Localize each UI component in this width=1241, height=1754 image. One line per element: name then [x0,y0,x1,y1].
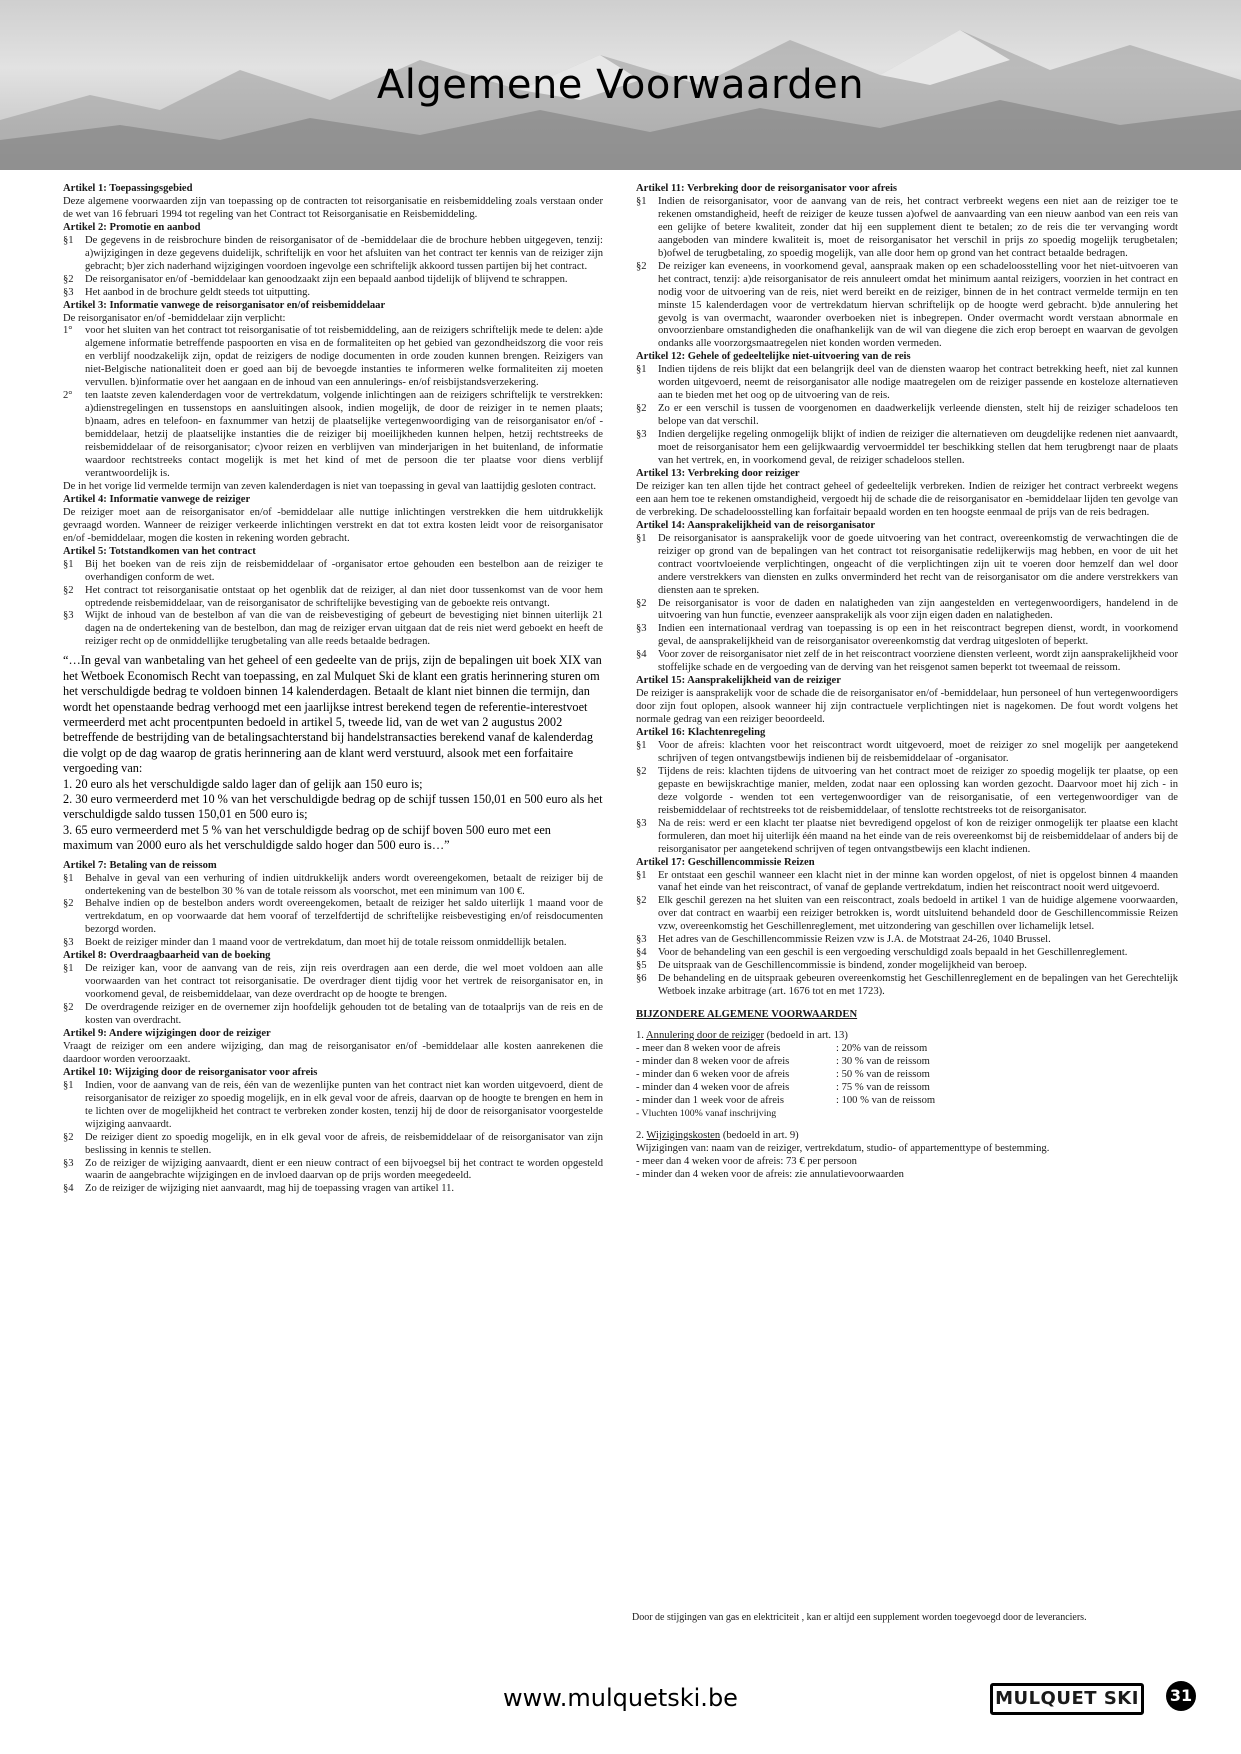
quote-text: “…In geval van wanbetaling van het geheel of een gedeelte van de prijs, zijn de bepalingen uit boek XIX van het Wetboek Economisch Recht van toepassing, en zal Mulquet Ski de klant een gratis herinnering sturen om het verschuldigde bedrag te voldoen binnen 14 kalenderdagen. Betaalt de klant niet binnen die termijn, dan wordt het openstaande bedrag verhoogd met een jaarlijkse intrest berekend tegen de referentie-interestvoet vermeerderd met acht procentpunten bedoeld in artikel 5, tweede lid, van de wet van 2 augustus 2002 betreffende de bestrijding van de betalingsachterstand bij handelstransacties berekend vanaf de kalenderdag die volgt op de dag waarop de gratis herinnering aan de klant werd verstuurd, alsook met een forfaitaire vergoeding van: [63,653,602,776]
clause-text: De reisorganisator en/of -bemiddelaar kan genoodzaakt zijn een bepaald aanbod tijdelijk of blijvend te schrappen. [85,273,568,285]
clause-text: Zo de reiziger de wijziging niet aanvaardt, mag hij de toepassing vragen van artikel 11. [85,1183,455,1195]
clause: §2 De reiziger dient zo spoedig mogelijk, en in elk geval voor de afreis, de reisbemiddelaar of de reisorganisator van zijn beslissing in kennis te stellen. [63,1131,603,1156]
quote-item: 1. 20 euro als het verschuldigde saldo lager dan of gelijk aan 150 euro is; [63,776,423,791]
clause: §2 Het contract tot reisorganisatie ontstaat op het ogenblik dat de reiziger, al dan niet door tussenkomst van de voor hem optredende reisbemiddelaar, van de reisorganisator de schriftelijke bevestiging van de geboekte reis ontvangt. [63,584,603,609]
clause: §2 De reisorganisator is voor de daden en nalatigheden van zijn aangestelden en vertegenwoordigers, handelend in de uitvoering van hun functie, evenzeer aansprakelijk als voor zijn eigen daden en nalatigheden. [636,597,1178,622]
cancellation-row [636,1069,1178,1082]
article-8 [63,950,603,1028]
clause: §4 Voor zover de reisorganisator niet zelf de in het reiscontract voorziene diensten verleent, wordt zijn aansprakelijkheid voor stoffelijke schade en de vergoeding van de derving van het reisgenot samen beperkt tot tweemaal de reissom. [636,649,1178,674]
clause-text: Zo de reiziger de wijziging aanvaardt, dient er een nieuw contract of een bijvoegsel bij het contract te worden opgesteld waarin de aangebrachte wijzigingen en de invloed daarvan op de prijs worden meegedeeld. [85,1157,603,1182]
article-title: Artikel 14: Aansprakelijkheid van de reisorganisator [636,519,876,531]
right-column [636,183,1178,1182]
quote-item: 2. 30 euro vermeerderd met 10 % van het verschuldigde bedrag op de schijf tussen 150,01 en 500 euro als het verschuldigde saldo tussen 150,01 en 500 euro is; [63,791,603,822]
clause: §1 De reisorganisator is aansprakelijk voor de goede uitvoering van het contract, overeenkomstig de verwachtingen die de reiziger op grond van de bepalingen van het contract tot reisorganisatie redelijkerwijs mag hebben, en voor de uit het contract voortvloeiende verplichtingen, ongeacht of die verplichtingen zijn uit te voeren door hemzelf dan wel door andere verstrekkers van diensten en zulks onverminderd het recht van de reisorganisator om die andere verstrekkers van diensten aan te spreken. [636,532,1178,596]
clause-text: Behalve in geval van een verhuring of indien uitdrukkelijk anders wordt overeengekomen, betaalt de reiziger bij de ondertekening van de bestelbon 30 % van de totale reissom als voorschot, met een minimum van 100 €. [85,872,603,897]
article-17 [636,857,1178,999]
cancellation-fee: : 50 % van de reissom [836,1068,930,1080]
clause: §2 Zo er een verschil is tussen de voorgenomen en daadwerkelijk verleende diensten, stelt hij de reiziger schadeloos ten belope van dat verschil. [636,403,1178,428]
clause: §4 Zo de reiziger de wijziging niet aanvaardt, mag hij de toepassing vragen van artikel 11. [63,1183,603,1196]
cancellation-period: - minder dan 8 weken voor de afreis [636,1055,790,1067]
section-title [636,1030,1178,1043]
clause: §2 Tijdens de reis: klachten tijdens de uitvoering van het contract moet de reiziger zo spoedig mogelijk ter plaatse, op een gepaste en bewijskrachtige manier, melden, zodat naar een oplossing kan worden gezocht. Daarvoor moet hij zich - in deze volgorde - wenden tot een vertegenwoordiger van de reisorganisatie, of een vertegenwoordiger van de reisbemiddelaar of rechtstreeks tot de reisbemiddelaar, of tenslotte rechtstreeks tot de reisorganisator. [636,765,1178,816]
article-title: Artikel 8: Overdraagbaarheid van de boeking [63,950,271,962]
clause: §2 Elk geschil gerezen na het sluiten van een reiscontract, zoals bedoeld in artikel 1 van de huidige algemene voorwaarden, over dat contract en waarbij een reiziger betrokken is, wordt uitsluitend behandeld door de Geschillencommissie Reizen vzw, overeenkomstig het Geschillenreglement, met uitzondering van geschillen over lichamelijk letsel. [636,895,1178,933]
clause-text: Voor zover de reisorganisator niet zelf de in het reiscontract voorziene diensten verleent, wordt zijn aansprakelijkheid voor stoffelijke schade en de vergoeding van de derving van het reisgenot samen beperkt tot tweemaal de reissom. [658,649,1178,674]
article-text: De reisorganisator en/of -bemiddelaar zijn verplicht: [63,312,286,324]
cancellation-section [636,1030,1178,1120]
clause-text: Boekt de reiziger minder dan 1 maand voor de vertrekdatum, dan moet hij de totale reissom onmiddellijk betalen. [85,937,567,949]
clause-text: De reisorganisator is aansprakelijk voor de goede uitvoering van het contract, overeenkomstig de verwachtingen die de reiziger op grond van de bepalingen van het contract tot reisorganisatie redelijkerwijs mag hebben, en voor de uit het contract voortvloeiende verplichtingen, ongeacht of die verplichtingen zijn uit te voeren door hemzelf dan wel door andere verstrekkers van diensten en zulks onverminderd het recht van de reisorganisator om die andere verstrekkers van diensten aan te spreken. [658,532,1178,596]
clause: §2 De reiziger kan eveneens, in voorkomend geval, aanspraak maken op een schadeloosstelling voor het niet-uitvoeren van het contract, tenzij: a)de reisorganisator de reis annuleert omdat het minimum aantal reizigers, voorzien in het contract en nodig voor de uitvoering van de reis, niet werd bereikt en de reiziger, binnen de in het contract vermelde termijn en ten minste 15 kalenderdagen voor de vertrekdatum hiervan schriftelijk op de hoogte werd gebracht. b)de annulering het gevolg is van overmacht, waaronder overboeken niet is inbegrepen. Onder overmacht wordt verstaan abnormale en onvoorzienbare omstandigheden die onafhankelijk van de wil van diegene die zich erop beroept en waarvan de gevolgen ondanks alle voorzorgsmaatregelen niet konden worden vermeden. [636,260,1178,350]
clause-text: Bij het boeken van de reis zijn de reisbemiddelaar of -organisator ertoe gehouden een bestelbon aan de reiziger te overhandigen conform de wet. [85,558,603,583]
clause: §1 Indien de reisorganisator, voor de aanvang van de reis, het contract verbreekt wegens een niet aan de reiziger toe te rekenen omstandigheid, heeft de reiziger de keuze tussen a)ofwel de aanvaarding van een nieuw aanbod van een reis van een gelijke of betere kwaliteit, zonder dat hij een supplement dient te betalen; zo de reis die ter vervanging wordt aangeboden van mindere kwaliteit is, moet de reisorganisator het verschil in prijs zo spoedig mogelijk terugbetalen; b)ofwel de terugbetaling, zo spoedig mogelijk, van alle door hem op grond van het contract betaalde bedragen. [636,195,1178,259]
payment-default-quote [63,653,603,853]
clause-text: Het adres van de Geschillencommissie Reizen vzw is J.A. de Motstraat 24-26, 1040 Brussel. [658,934,1051,946]
section-title [636,1130,1178,1143]
article-16 [636,727,1178,857]
clause: 2° ten laatste zeven kalenderdagen voor de vertrekdatum, volgende inlichtingen aan de reizigers schriftelijk te verstrekken: a)dienstregelingen en tussenstops en aansluitingen alsook, indien mogelijk, de door de reiziger in te nemen plaats; b)naam, adres en telefoon- en faxnummer van hetzij de plaatselijke vertegenwoordiging van de reisorganisator en/of -bemiddelaar, hetzij de plaatselijke instanties die de reiziger bij moeilijkheden kunnen helpen, hetzij rechtstreeks de reisbemiddelaar of de reisorganisator; c)voor reizen en verblijven van minderjarigen in het buitenland, de informatie waardoor rechtstreeks contact mogelijk is met het kind of met de persoon die ter plaatse voor diens verblijf verantwoordelijk is. [63,390,603,479]
flights-note: - Vluchten 100% vanaf inschrijving [636,1107,777,1119]
article-text: De reiziger is aansprakelijk voor de schade die de reisorganisator en/of -bemiddelaar, hun personeel of hun vertegenwoordigers door zijn fout oplopen, alsook wanneer hij zijn contractuele verplichtingen niet is nagekomen. De fout wordt volgens het normale gedrag van een reiziger beoordeeld. [636,688,1178,726]
clause: §1 De gegevens in de reisbrochure binden de reisorganisator of de -bemiddelaar die de brochure hebben uitgegeven, tenzij: a)wijzigingen in deze gegevens duidelijk, schriftelijk en voor het afsluiten van het contract ter kennis van de reiziger zijn gebracht; b)er zich naderhand wijzigingen voordoen ingevolge een schriftelijk akkoord tussen partijen bij het contract. [63,234,603,272]
article-3 [63,300,603,494]
article-title: Artikel 1: Toepassingsgebied [63,183,193,194]
article-title: Artikel 4: Informatie vanwege de reiziger [63,493,251,505]
clause: §1 Voor de afreis: klachten voor het reiscontract wordt uitgevoerd, moet de reiziger zo snel mogelijk per aangetekend schrijven of tegen ontvangstbewijs indienen bij de reisbemiddelaar of -organisator. [636,739,1178,764]
cancellation-period: - meer dan 8 weken voor de afreis [636,1042,781,1054]
cancellation-period: - minder dan 1 week voor de afreis [636,1094,784,1106]
clause: §6 De behandeling en de uitspraak gebeuren overeenkomstig het Geschillenreglement en de bepalingen van het Gerechtelijk Wetboek inzake arbitrage (art. 1676 tot en met 1723). [636,973,1178,998]
article-text: De in het vorige lid vermelde termijn van zeven kalenderdagen is niet van toepassing in geval van laattijdig gesloten contract. [63,480,597,492]
clause: §3 Boekt de reiziger minder dan 1 maand voor de vertrekdatum, dan moet hij de totale reissom onmiddellijk betalen. [63,937,603,950]
cancellation-fee: : 100 % van de reissom [836,1094,936,1106]
section-heading: Annulering door de reiziger [646,1030,764,1041]
header-banner [0,0,1241,170]
energy-supplement-note: Door de stijgingen van gas en elektriciteit , kan er altijd een supplement worden toegevoegd door de leveranciers. [632,1612,1087,1623]
clause-text: De reiziger dient zo spoedig mogelijk, en in elk geval voor de afreis, de reisbemiddelaar of de reisorganisator van zijn beslissing in kennis te stellen. [85,1131,603,1156]
clause: 1° voor het sluiten van het contract tot reisorganisatie of tot reisbemiddeling, aan de reizigers schriftelijk mede te delen: a)de algemene informatie betreffende paspoorten en visa en de formaliteiten op het gebied van gezondheidszorg die voor reis en verblijf noodzakelijk zijn, opdat de reizigers de nodige documenten in orde zouden kunnen brengen. Reizigers van niet-Belgische nationaliteit doen er goed aan bij de bevoegde instanties te informeren welke formaliteiten zij moeten vervullen. b)informatie over het aangaan en de inhoud van een annulerings- en/of reisbijstandsverzekering. [63,325,603,389]
clause-text: Het contract tot reisorganisatie ontstaat op het ogenblik dat de reiziger, al dan niet door tussenkomst van de voor hem optredende reisbemiddelaar, van de reisorganisator de schriftelijke bevestiging van de geboekte reis ontvangt. [85,584,603,609]
page-number: 31 [1166,1681,1196,1711]
clause-text: De overdragende reiziger en de overnemer zijn hoofdelijk gehouden tot de betaling van de totaalprijs van de reis en de kosten van overdracht. [85,1002,603,1027]
change-costs-section [636,1130,1178,1182]
website-link[interactable]: www.mulquetski.be [503,1684,738,1712]
clause-text: Voor de behandeling van een geschil is een vergoeding verschuldigd zoals bepaald in het Geschillenreglement. [658,947,1128,959]
change-cost-row: - meer dan 4 weken voor de afreis: 73 € per persoon [636,1155,857,1167]
cancellation-row [636,1043,1178,1056]
clause-text: De reiziger kan, voor de aanvang van de reis, zijn reis overdragen aan een derde, die wel moet voldoen aan alle voorwaarden van het contract tot reisorganisatie. De overdrager dient tijdig voor het vertrek de reisorganisator en, in voorkomend geval, de reisbemiddelaar, van deze overdracht op de hoogte te brengen. [85,963,603,1001]
article-text: De reiziger moet aan de reisorganisator en/of -bemiddelaar alle nuttige inlichtingen verstrekken die hem uitdrukkelijk gevraagd worden. Wanneer de reiziger verkeerde inlichtingen verstrekt en dat tot extra kosten leidt voor de reisorganisator en/of -bemiddelaar, mogen die kosten in rekening worden gebracht. [63,506,603,544]
article-title: Artikel 11: Verbreking door de reisorganisator voor afreis [636,183,898,194]
clause: §2 De reisorganisator en/of -bemiddelaar kan genoodzaakt zijn een bepaald aanbod tijdelijk of blijvend te schrappen. [63,274,603,287]
section-number: 1. [636,1030,644,1041]
article-title: Artikel 12: Gehele of gedeeltelijke niet-uitvoering van de reis [636,351,911,363]
cancellation-row [636,1056,1178,1069]
article-text: Deze algemene voorwaarden zijn van toepassing op de contracten tot reisorganisatie en reisbemiddeling zoals verstaan onder de wet van 16 februari 1994 tot regeling van het Contract tot Reisorganisatie en Reisbemiddeling. [63,195,603,220]
cancellation-row [636,1082,1178,1095]
cancellation-fee: : 20% van de reissom [836,1042,928,1054]
clause: §3 Het aanbod in de brochure geldt steeds tot uitputting. [63,287,603,300]
clause-text: Behalve indien op de bestelbon anders wordt overeengekomen, betaalt de reiziger het saldo uiterlijk 1 maand voor de vertrekdatum, en op voorwaarde dat hem vooraf of terzelfdertijd de schriftelijke reisbevestiging en/of reisdocumenten bezorgd worden. [85,898,603,936]
article-1 [63,183,603,222]
article-title: Artikel 5: Totstandkomen van het contract [63,545,256,557]
clause: §1 Er ontstaat een geschil wanneer een klacht niet in der minne kan worden opgelost, of niet is opgelost binnen 4 maanden vanaf het einde van het reiscontract, of vanaf de geplande vertrekdatum, indien het reiscontract nooit werd uitgevoerd. [636,869,1178,894]
clause-text: De gegevens in de reisbrochure binden de reisorganisator of de -bemiddelaar die de brochure hebben uitgegeven, tenzij: a)wijzigingen in deze gegevens duidelijk, schriftelijk en voor het afsluiten van het contract ter kennis van de reiziger zijn gebracht; b)er zich naderhand wijzigingen voordoen ingevolge een schriftelijk akkoord tussen partijen bij het contract. [85,234,603,272]
clause-text: De reisorganisator is voor de daden en nalatigheden van zijn aangestelden en vertegenwoordigers, handelend in de uitvoering van hun functie, evenzeer aansprakelijk als voor zijn eigen daden en nalatigheden. [658,597,1178,622]
clause: §1 Indien tijdens de reis blijkt dat een belangrijk deel van de diensten waarop het contract betrekking heeft, niet zal kunnen worden uitgevoerd, neemt de reisorganisator alle nodige maatregelen om de reiziger passende en kosteloze alternatieven aan te bieden met het oog op de uitvoering van de reis. [636,364,1178,402]
section-heading: Wijzigingskosten [646,1129,721,1141]
article-11 [636,183,1178,351]
clause: §5 De uitspraak van de Geschillencommissie is bindend, zonder mogelijkheid van beroep. [636,960,1178,973]
clause-text: Na de reis: werd er een klacht ter plaatse niet bevredigend opgelost of kon de reiziger onmogelijk ter plaatse een klacht formuleren, dan moet hij uiterlijk één maand na het einde van de reis overeenkomst bij de reisbemiddelaar of anders bij de reisorganisator per aangetekend schrijven of tegen ontvangstbewijs een klacht indienen. [658,817,1178,855]
page-title: Algemene Voorwaarden [376,62,865,108]
article-title: Artikel 10: Wijziging door de reisorganisator voor afreis [63,1066,318,1078]
clause-text: Indien een internationaal verdrag van toepassing is op een in het reiscontract begrepen dienst, wordt, in voorkomend geval, de aansprakelijkheid van de reisorganisator overeenkomstig dat verdrag uitgesloten of beperkt. [658,623,1178,648]
article-title: Artikel 17: Geschillencommissie Reizen [636,856,815,868]
section-number: 2. [636,1129,644,1141]
article-4 [63,494,603,546]
article-15 [636,675,1178,727]
article-text: Vraagt de reiziger om een andere wijziging, dan mag de reisorganisator en/of -bemiddelaar alle kosten aanrekenen die daardoor worden veroorzaakt. [63,1040,603,1065]
clause: §3 Wijkt de inhoud van de bestelbon af van die van de reisbevestiging of gebeurt de bevestiging niet binnen uiterlijk 21 dagen na de ondertekening van de bestelbon, dan mag de reiziger ervan uitgaan dat de reis niet werd geboekt en heeft de reiziger recht op de onmiddellijke terugbetaling van alle reeds betaalde bedragen. [63,610,603,648]
clause: §4 Voor de behandeling van een geschil is een vergoeding verschuldigd zoals bepaald in het Geschillenreglement. [636,947,1178,960]
article-title: Artikel 2: Promotie en aanbod [63,221,201,233]
clause-text: Indien dergelijke regeling onmogelijk blijkt of indien de reiziger die alternatieven om deugdelijke redenen niet aanvaardt, moet de reisorganisator hem een gelijkwaardig vervoermiddel ter beschikking stellen dat hem terugbrengt naar de plaats van het vertrek, en, in voorkomend geval, de reiziger schadeloos stellen. [658,429,1178,467]
article-9 [63,1028,603,1067]
article-title: Artikel 3: Informatie vanwege de reisorganisator en/of reisbemiddelaar [63,299,386,311]
article-title: Artikel 9: Andere wijzigingen door de reiziger [63,1027,271,1039]
cancellation-period: - minder dan 4 weken voor de afreis [636,1081,790,1093]
mulquet-ski-logo: MULQUET SKI [990,1683,1144,1715]
clause: §1 De reiziger kan, voor de aanvang van de reis, zijn reis overdragen aan een derde, die wel moet voldoen aan alle voorwaarden van het contract tot reisorganisatie. De overdrager dient tijdig voor het vertrek de reisorganisator en, in voorkomend geval, de reisbemiddelaar, van deze overdracht op de hoogte te brengen. [63,963,603,1001]
clause-text: voor het sluiten van het contract tot reisorganisatie of tot reisbemiddeling, aan de reizigers schriftelijk mede te delen: a)de algemene informatie betreffende paspoorten en visa en de formaliteiten op het gebied van gezondheidszorg die voor reis en verblijf noodzakelijk zijn, opdat de reizigers de nodige documenten in orde zouden kunnen brengen. Reizigers van niet-Belgische nationaliteit doen er goed aan bij de bevoegde instanties te informeren welke formaliteiten zij moeten vervullen. b)informatie over het aangaan en de inhoud van een annulerings- en/of reisbijstandsverzekering. [85,325,603,389]
article-title: Artikel 16: Klachtenregeling [636,727,766,739]
clause-text: Er ontstaat een geschil wanneer een klacht niet in der minne kan worden opgelost, of niet is opgelost binnen 4 maanden vanaf het einde van het reiscontract, of vanaf de geplande vertrekdatum, indien het reiscontract nooit werd uitgevoerd. [658,869,1178,894]
cancellation-fee: : 30 % van de reissom [836,1055,930,1067]
clause: §1 Indien, voor de aanvang van de reis, één van de wezenlijke punten van het contract niet kan worden uitgevoerd, dient de reisorganisator de reiziger zo spoedig mogelijk, en in elk geval voor de afreis, daarvan op de hoogte te brengen en hem in te lichten over de mogelijkheid het contract te verbreken zonder kosten, tenzij hij de door de reisorganisator voorgestelde wijziging aanvaardt. [63,1079,603,1130]
quote-item: 3. 65 euro vermeerderd met 5 % van het verschuldigde bedrag op de schijf boven 500 euro met een maximum van 2000 euro als het verschuldigde saldo hoger dan 500 euro is…” [63,822,551,853]
article-13 [636,468,1178,520]
article-text: De reiziger kan ten allen tijde het contract geheel of gedeeltelijk verbreken. Indien de reiziger het contract verbreekt wegens een aan hem toe te rekenen omstandigheid, vergoedt hij de schade die de reisorganisator en -bemiddelaar lijden ten gevolge van de verbreking. De schadeloosstelling kan forfaitair bepaald worden en ten hoogste eenmaal de prijs van de reis bedragen. [636,480,1178,518]
article-2 [63,222,603,300]
clause-text: Indien, voor de aanvang van de reis, één van de wezenlijke punten van het contract niet kan worden uitgevoerd, dient de reisorganisator de reiziger zo spoedig mogelijk, en in elk geval voor de afreis, daarvan op de hoogte te brengen en hem in te lichten over de mogelijkheid het contract te verbreken zonder kosten, tenzij hij de door de reisorganisator voorgestelde wijziging aanvaardt. [85,1079,603,1130]
clause-text: De uitspraak van de Geschillencommissie is bindend, zonder mogelijkheid van beroep. [658,960,1027,972]
clause-text: De reiziger kan eveneens, in voorkomend geval, aanspraak maken op een schadeloosstelling voor het niet-uitvoeren van het contract, tenzij: a)de reisorganisator de reis annuleert omdat het minimum aantal reizigers, voorzien in het contract en nodig voor de uitvoering van de reis, niet werd bereikt en de reiziger, binnen de in het contract vermelde termijn en ten minste 15 kalenderdagen voor de vertrekdatum hiervan schriftelijk op de hoogte werd gebracht. b)de annulering het gevolg is van overmacht, waaronder overboeken niet is inbegrepen. Onder overmacht wordt verstaan abnormale en onvoorzienbare omstandigheden die onafhankelijk van de wil van diegene die zich erop beroept en waarvan de gevolgen ondanks alle voorzorgsmaatregelen niet konden worden vermeden. [658,260,1178,350]
clause: §1 Bij het boeken van de reis zijn de reisbemiddelaar of -organisator ertoe gehouden een bestelbon aan de reiziger te overhandigen conform de wet. [63,558,603,583]
clause-text: Voor de afreis: klachten voor het reiscontract wordt uitgevoerd, moet de reiziger zo snel mogelijk per aangetekend schrijven of tegen ontvangstbewijs indienen bij de reisbemiddelaar of -organisator. [658,739,1178,764]
clause: §3 Na de reis: werd er een klacht ter plaatse niet bevredigend opgelost of kon de reiziger onmogelijk ter plaatse een klacht formuleren, dan moet hij uiterlijk één maand na het einde van de reis overeenkomst bij de reisbemiddelaar of anders bij de reisorganisator per aangetekend schrijven of tegen ontvangstbewijs een klacht indienen. [636,817,1178,855]
cancellation-fee: : 75 % van de reissom [836,1081,930,1093]
clause: §2 Behalve indien op de bestelbon anders wordt overeengekomen, betaalt de reiziger het saldo uiterlijk 1 maand voor de vertrekdatum, en op voorwaarde dat hem vooraf of terzelfdertijd de schriftelijke reisbevestiging en/of reisdocumenten bezorgd worden. [63,898,603,936]
section-reference: (bedoeld in art. 9) [722,1129,799,1141]
clause: §3 Indien een internationaal verdrag van toepassing is op een in het reiscontract begrepen dienst, wordt, in voorkomend geval, de aansprakelijkheid van de reisorganisator overeenkomstig dat verdrag uitgesloten of beperkt. [636,623,1178,648]
clause-text: Wijkt de inhoud van de bestelbon af van die van de reisbevestiging of gebeurt de bevestiging niet binnen uiterlijk 21 dagen na de ondertekening van de bestelbon, dan mag de reiziger ervan uitgaan dat de reis niet werd geboekt en heeft de reiziger recht op de onmiddellijke terugbetaling van alle reeds betaalde bedragen. [85,610,603,648]
clause: §2 De overdragende reiziger en de overnemer zijn hoofdelijk gehouden tot de betaling van de totaalprijs van de reis en de kosten van overdracht. [63,1002,603,1027]
article-title: Artikel 13: Verbreking door reiziger [636,467,800,479]
article-12 [636,351,1178,468]
section-reference: (bedoeld in art. 13) [766,1030,848,1041]
article-title: Artikel 15: Aansprakelijkheid van de reiziger [636,675,841,687]
article-14 [636,520,1178,675]
clause: §3 Indien dergelijke regeling onmogelijk blijkt of indien de reiziger die alternatieven om deugdelijke redenen niet aanvaardt, moet de reisorganisator hem een gelijkwaardig vervoermiddel ter beschikking stellen dat hem terugbrengt naar de plaats van het vertrek, en, in voorkomend geval, de reiziger schadeloos stellen. [636,429,1178,467]
special-conditions-title: BIJZONDERE ALGEMENE VOORWAARDEN [636,1009,858,1021]
section-text: Wijzigingen van: naam van de reiziger, vertrekdatum, studio- of appartementtype of bestemming. [636,1142,1050,1154]
clause-text: Indien tijdens de reis blijkt dat een belangrijk deel van de diensten waarop het contract betrekking heeft, niet zal kunnen worden uitgevoerd, neemt de reisorganisator alle nodige maatregelen om de reiziger passende en kosteloze alternatieven aan te bieden met het oog op de uitvoering van de reis. [658,364,1178,402]
change-cost-row: - minder dan 4 weken voor de afreis: zie annulatievoorwaarden [636,1168,904,1180]
clause: §3 Het adres van de Geschillencommissie Reizen vzw is J.A. de Motstraat 24-26, 1040 Brussel. [636,934,1178,947]
clause-text: De behandeling en de uitspraak gebeuren overeenkomstig het Geschillenreglement en de bepalingen van het Gerechtelijk Wetboek inzake arbitrage (art. 1676 tot en met 1723). [658,973,1178,998]
article-7 [63,860,603,951]
cancellation-period: - minder dan 6 weken voor de afreis [636,1068,790,1080]
article-10 [63,1067,603,1197]
clause: §1 Behalve in geval van een verhuring of indien uitdrukkelijk anders wordt overeengekomen, betaalt de reiziger bij de ondertekening van de bestelbon 30 % van de totale reissom als voorschot, met een minimum van 100 €. [63,872,603,897]
article-title: Artikel 7: Betaling van de reissom [63,859,217,871]
clause-text: Het aanbod in de brochure geldt steeds tot uitputting. [85,286,311,298]
article-5 [63,546,603,650]
cancellation-table [636,1043,1178,1108]
special-conditions [636,1009,1178,1181]
clause-text: Tijdens de reis: klachten tijdens de uitvoering van het contract moet de reiziger zo spoedig mogelijk ter plaatse, op een gepaste en bewijskrachtige manier, melden, zodat naar een oplossing kan worden gezocht. Daarvoor moet hij zich - in deze volgorde - wenden tot een vertegenwoordiger van de reisorganisatie, of een vertegenwoordiger van de reisbemiddelaar of rechtstreeks tot de reisbemiddelaar, of tenslotte rechtstreeks tot de reisorganisator. [658,765,1178,816]
cancellation-row [636,1095,1178,1108]
left-column [63,183,603,1196]
clause-text: ten laatste zeven kalenderdagen voor de vertrekdatum, volgende inlichtingen aan de reizigers schriftelijk te verstrekken: a)dienstregelingen en tussenstops en aansluitingen alsook, indien mogelijk, de door de reiziger in te nemen plaats; b)naam, adres en telefoon- en faxnummer van hetzij de plaatselijke vertegenwoordiging van de reisorganisator en/of -bemiddelaar, hetzij de plaatselijke instanties die de reiziger bij moeilijkheden kunnen helpen, hetzij rechtstreeks de reisbemiddelaar of de reisorganisator; c)voor reizen en verblijven van minderjarigen in het buitenland, de informatie waardoor rechtstreeks contact mogelijk is met het kind of met de persoon die ter plaatse voor diens verblijf verantwoordelijk is. [85,390,603,479]
clause: §3 Zo de reiziger de wijziging aanvaardt, dient er een nieuw contract of een bijvoegsel bij het contract te worden opgesteld waarin de aangebrachte wijzigingen en de invloed daarvan op de prijs worden meegedeeld. [63,1157,603,1182]
clause-text: Zo er een verschil is tussen de voorgenomen en daadwerkelijk verleende diensten, stelt hij de reiziger schadeloos ten belope van dat verschil. [658,403,1178,428]
clause-text: Indien de reisorganisator, voor de aanvang van de reis, het contract verbreekt wegens een niet aan de reiziger toe te rekenen omstandigheid, heeft de reiziger de keuze tussen a)ofwel de aanvaarding van een nieuw aanbod van een reis van een gelijke of betere kwaliteit, zonder dat hij een supplement dient te betalen; zo de reis die ter vervanging wordt aangeboden van mindere kwaliteit is, moet de reisorganisator het verschil in prijs zo spoedig mogelijk terugbetalen; b)ofwel de terugbetaling, zo spoedig mogelijk, van alle door hem op grond van het contract betaalde bedragen. [658,195,1178,259]
clause-text: Elk geschil gerezen na het sluiten van een reiscontract, zoals bedoeld in artikel 1 van de huidige algemene voorwaarden, over dat contract en waarbij een reiziger betrokken is, wordt uitsluitend behandeld door de Geschillencommissie Reizen vzw, overeenkomstig het Geschillenreglement, met uitzondering van geschillen over lichamelijk letsel. [658,895,1178,933]
